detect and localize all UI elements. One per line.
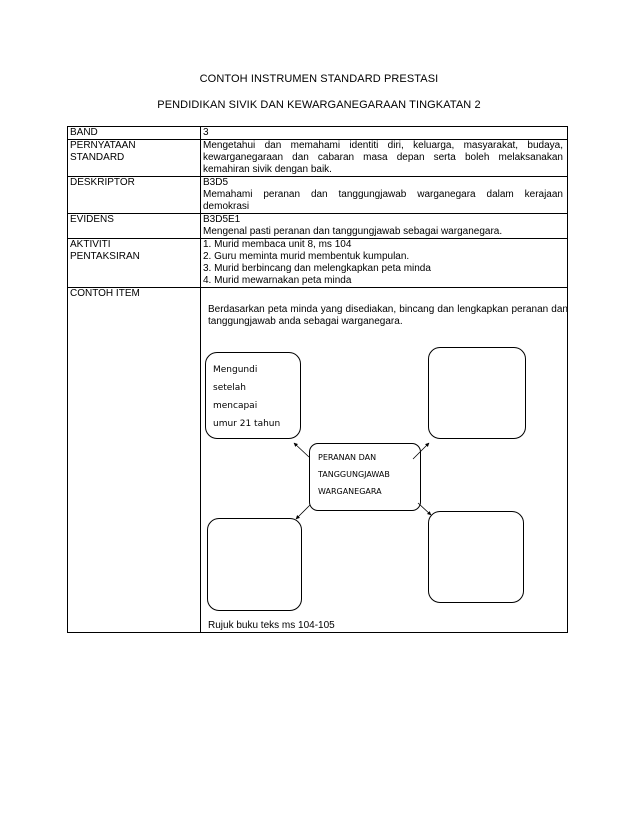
center-text-line: PERANAN DAN [318, 453, 377, 462]
contoh-item-label: CONTOH ITEM [68, 288, 201, 633]
pernyataan-standard-value: Mengetahui dan memahami identiti diri, keluarga, masyarakat, budaya, kewarganegaraan dan cabaran masa depan serta boleh melaksanakan kemahiran sivik dengan baik. [201, 140, 568, 177]
center-text-line: WARGANEGARA [318, 487, 382, 496]
arrow-top-left [294, 443, 309, 457]
aktiviti-item: 3. Murid berbincang dan melengkapkan peta minda [203, 263, 431, 274]
center-text-line: TANGGUNGJAWAB [318, 470, 390, 479]
aktiviti-item: 1. Murid membaca unit 8, ms 104 [203, 239, 352, 250]
node-text-line: setelah [213, 383, 247, 393]
mind-map-node-bottom-right-empty[interactable] [428, 511, 524, 603]
aktiviti-item: 2. Guru meminta murid membentuk kumpulan. [203, 251, 410, 262]
node-top-left-text [213, 361, 280, 433]
node-text-line: mencapai [213, 401, 258, 411]
mind-map-center-node [309, 443, 421, 511]
deskriptor-label: DESKRIPTOR [68, 177, 201, 214]
document-title: CONTOH INSTRUMEN STANDARD PRESTASI [199, 73, 439, 85]
deskriptor-text: Memahami peranan dan tanggungjawab warganegara dalam kerajaan demokrasi [203, 189, 563, 212]
node-text-line: umur 21 tahun [213, 419, 281, 429]
band-value: 3 [201, 127, 568, 140]
node-text-line: Mengundi [213, 365, 258, 375]
center-node-text [318, 449, 390, 500]
mind-map-node-top-right-empty[interactable] [428, 347, 526, 439]
aktiviti-pentaksiran-label: AKTIVITI PENTAKSIRAN [68, 239, 201, 288]
textbook-reference: Rujuk buku teks ms 104-105 [208, 620, 335, 631]
band-label: BAND [68, 127, 201, 140]
deskriptor-code: B3D5 [203, 177, 229, 188]
document-subtitle: PENDIDIKAN SIVIK DAN KEWARGANEGARAAN TINGKATAN 2 [157, 99, 481, 111]
evidens-text: Mengenal pasti peranan dan tanggungjawab sebagai warganegara. [203, 226, 503, 237]
contoh-item-instruction: Berdasarkan peta minda yang disediakan, bincang dan lengkapkan peranan dan tanggungjawab anda sebagai warganegara. [208, 304, 568, 327]
mind-map-node-bottom-left-empty[interactable] [207, 518, 302, 611]
arrow-bottom-left [296, 505, 310, 519]
evidens-code: B3D5E1 [203, 214, 241, 225]
pernyataan-standard-label: PERNYATAAN STANDARD [68, 140, 201, 177]
aktiviti-item: 4. Murid mewarnakan peta minda [203, 275, 352, 286]
evidens-label: EVIDENS [68, 214, 201, 239]
mind-map-node-top-left [205, 352, 301, 439]
